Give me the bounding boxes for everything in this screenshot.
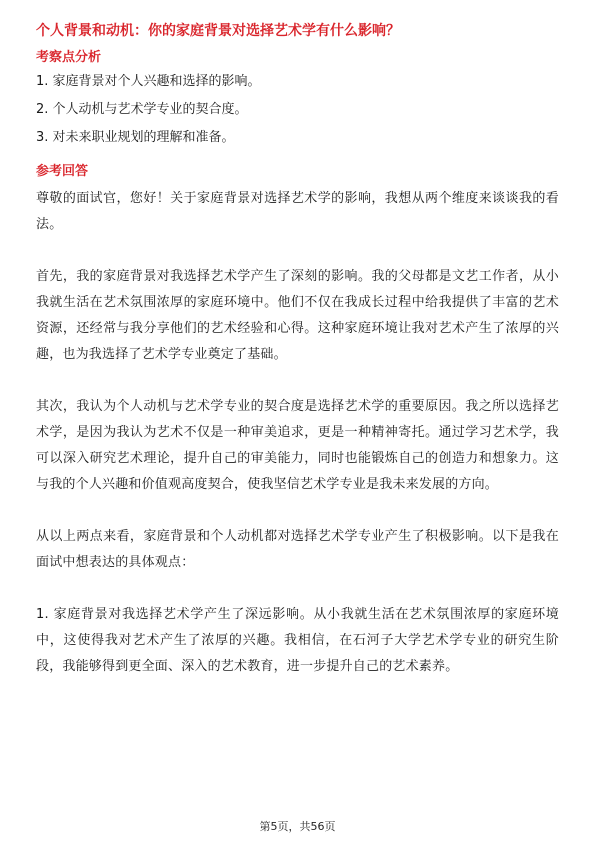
page-number-footer: 第5页，共56页 <box>259 820 336 833</box>
question-title: 个人背景和动机：你的家庭背景对选择艺术学有什么影响？ <box>36 23 400 39</box>
answer-paragraph: 从以上两点来看，家庭背景和个人动机都对选择艺术学专业产生了积极影响。以下是我在面试中想表达的具体观点： <box>36 529 559 570</box>
answer-heading: 参考回答 <box>36 164 89 179</box>
answer-paragraph: 尊敬的面试官，您好！关于家庭背景对选择艺术学的影响，我想从两个维度来谈谈我的看法。 <box>36 191 559 232</box>
answer-paragraph: 1. 家庭背景对我选择艺术学产生了深远影响。从小我就生活在艺术氛围浓厚的家庭环境中，这使得我对艺术产生了浓厚的兴趣。我相信，在石河子大学艺术学专业的研究生阶段，我能够得到更全面、深入的艺术教育，进一步提升自己的艺术素养。 <box>36 607 559 674</box>
analysis-heading: 考察点分析 <box>36 50 102 65</box>
document-page <box>36 20 559 706</box>
answer-paragraph: 首先，我的家庭背景对我选择艺术学产生了深刻的影响。我的父母都是文艺工作者，从小我就生活在艺术氛围浓厚的家庭环境中。他们不仅在我成长过程中给我提供了丰富的艺术资源，还经常与我分享他们的艺术经验和心得。这种家庭环境让我对艺术产生了浓厚的兴趣，也为我选择了艺术学专业奠定了基础。 <box>36 269 559 362</box>
answer-paragraph: 其次，我认为个人动机与艺术学专业的契合度是选择艺术学的重要原因。我之所以选择艺术学，是因为我认为艺术不仅是一种审美追求，更是一种精神寄托。通过学习艺术学，我可以深入研究艺术理论，提升自己的审美能力，同时也能锻炼自己的创造力和想象力。这与我的个人兴趣和价值观高度契合，使我坚信艺术学专业是我未来发展的方向。 <box>36 399 559 492</box>
analysis-point: 1. 家庭背景对个人兴趣和选择的影响。 <box>36 74 261 89</box>
analysis-point: 3. 对未来职业规划的理解和准备。 <box>36 130 235 145</box>
analysis-point: 2. 个人动机与艺术学专业的契合度。 <box>36 102 248 117</box>
